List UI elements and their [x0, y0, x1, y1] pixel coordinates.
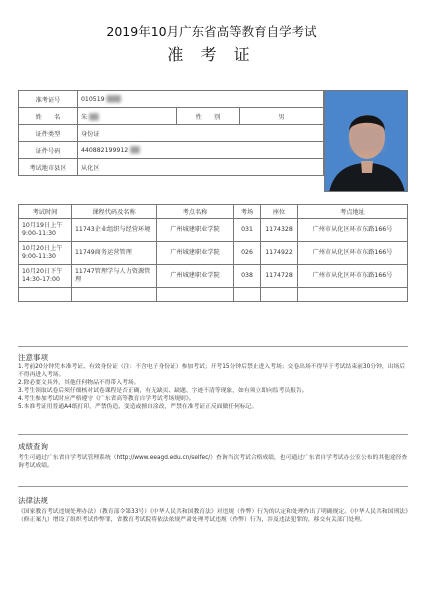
section-divider [18, 434, 408, 435]
candidate-photo [324, 90, 408, 192]
exam-course: 11749商务运营管理 [72, 242, 157, 265]
exam-seat: 1174328 [261, 219, 298, 242]
exam-time: 10月20日上午 9:00-11:30 [19, 242, 72, 265]
col-header-seat: 座位 [261, 205, 298, 219]
ticket-number-text: 010519 [81, 95, 105, 103]
exam-time: 10月20日下午 14:30-17:00 [19, 265, 72, 288]
exam-course: 11747管理学与人力资源管理 [72, 265, 157, 288]
empty-cell [19, 288, 72, 302]
law-text: 《国家教育考试违规处理办法》（教育部令第33号）《中华人民共和国教育法》对违规（作弊）行为的认定和处理作出了明确规定。《中华人民共和国刑法》（修正案九）增设了组织考试作弊罪，省教育考试院将依法依规严肃处理考试违规（作弊）行为，涉及违法犯罪的，移交有关部门处理。 [18, 509, 408, 523]
exam-venue: 广州城建职业学院 [157, 265, 234, 288]
law-title: 法律法规 [18, 496, 48, 505]
exam-schedule-table [18, 204, 408, 302]
section-divider [18, 346, 408, 347]
empty-cell [72, 288, 157, 302]
region-value: 从化区 [78, 159, 324, 176]
notice-list [18, 363, 408, 411]
col-header-room: 考场 [234, 205, 261, 219]
exam-venue: 广州城建职业学院 [157, 242, 234, 265]
col-header-time: 考试时间 [19, 205, 72, 219]
col-header-address: 考点地址 [298, 205, 408, 219]
schedule-row [19, 242, 408, 265]
ticket-number-label: 准考证号 [19, 91, 78, 108]
exam-course: 11743企业组织与经营环境 [72, 219, 157, 242]
name-text: 朱 [81, 113, 88, 121]
col-header-course: 课程代码及名称 [72, 205, 157, 219]
schedule-row [19, 219, 408, 242]
page-title: 2019年10月广东省高等教育自学考试 [106, 24, 317, 39]
notice-item: 5.本准考证用普通A4纸打印，严禁伪造、变造或擅自涂改，严禁在准考证正反面做任何标记。 [18, 404, 258, 410]
exam-room: 031 [234, 219, 261, 242]
id-type-label: 证件类型 [19, 125, 78, 142]
redacted-mark: ▓▓ [89, 113, 99, 121]
empty-cell [157, 288, 234, 302]
ticket-number-value [78, 91, 324, 108]
score-text: 考生可通过广东省自学考试管理系统（http://www.eeagd.edu.cn/selfec/）查询当次考试合格成绩，也可通过广东省自学考试办公室公布的其他途径查询考试成绩。 [18, 455, 408, 469]
gender-label: 性 别 [177, 108, 240, 125]
notice-title: 注意事项 [18, 353, 48, 362]
notice-item: 3.考生领取试卷后须仔细核对试卷课程是否正确，有无缺页、缺题、字迹不清等现象，如有须立即向监考员报告。 [18, 388, 308, 394]
notice-item: 1.考前20分钟凭本准考证、有效身份证（注：不含电子身份证）参加考试；开考15分钟后禁止进入考场；交卷出场不得早于考试结束前30分钟，出场后不得再进入考场。 [18, 364, 406, 378]
empty-cell [298, 288, 408, 302]
empty-cell [261, 288, 298, 302]
id-type-value: 身份证 [78, 125, 324, 142]
person-photo-icon [325, 91, 408, 192]
notice-item: 4.考生参加考试时应严格遵守《广东省高等教育自学考试考场规则》。 [18, 396, 195, 402]
info-row [19, 125, 324, 142]
exam-address: 广州市从化区环市东路166号 [298, 265, 408, 288]
col-header-venue: 考点名称 [157, 205, 234, 219]
info-row [19, 142, 324, 159]
info-row [19, 91, 324, 108]
redacted-mark: ▓▓▓ [106, 95, 121, 103]
candidate-info-table [18, 90, 324, 176]
score-title: 成绩查询 [18, 442, 48, 451]
info-row [19, 108, 324, 125]
id-number-value [78, 142, 324, 159]
exam-venue: 广州城建职业学院 [157, 219, 234, 242]
redacted-mark: ▓▓ [130, 146, 140, 154]
empty-cell [234, 288, 261, 302]
exam-seat: 1174922 [261, 242, 298, 265]
exam-room: 026 [234, 242, 261, 265]
notice-item: 2.除必要文具外，其他任何物品不得带入考场。 [18, 380, 140, 386]
schedule-row [19, 265, 408, 288]
gender-value: 男 [240, 108, 324, 125]
schedule-empty-row [19, 288, 408, 302]
exam-time: 10月19日上午 9:00-11:30 [19, 219, 72, 242]
id-number-text: 440882199912 [81, 146, 129, 154]
name-label: 姓 名 [19, 108, 78, 125]
info-row [19, 159, 324, 176]
page-subtitle: 准 考 证 [167, 45, 256, 64]
exam-address: 广州市从化区环市东路166号 [298, 242, 408, 265]
section-divider [18, 486, 408, 487]
name-value [78, 108, 177, 125]
region-label: 考试地市县区 [19, 159, 78, 176]
exam-room: 038 [234, 265, 261, 288]
schedule-header-row [19, 205, 408, 219]
exam-seat: 1174728 [261, 265, 298, 288]
id-number-label: 证件号码 [19, 142, 78, 159]
exam-address: 广州市从化区环市东路166号 [298, 219, 408, 242]
